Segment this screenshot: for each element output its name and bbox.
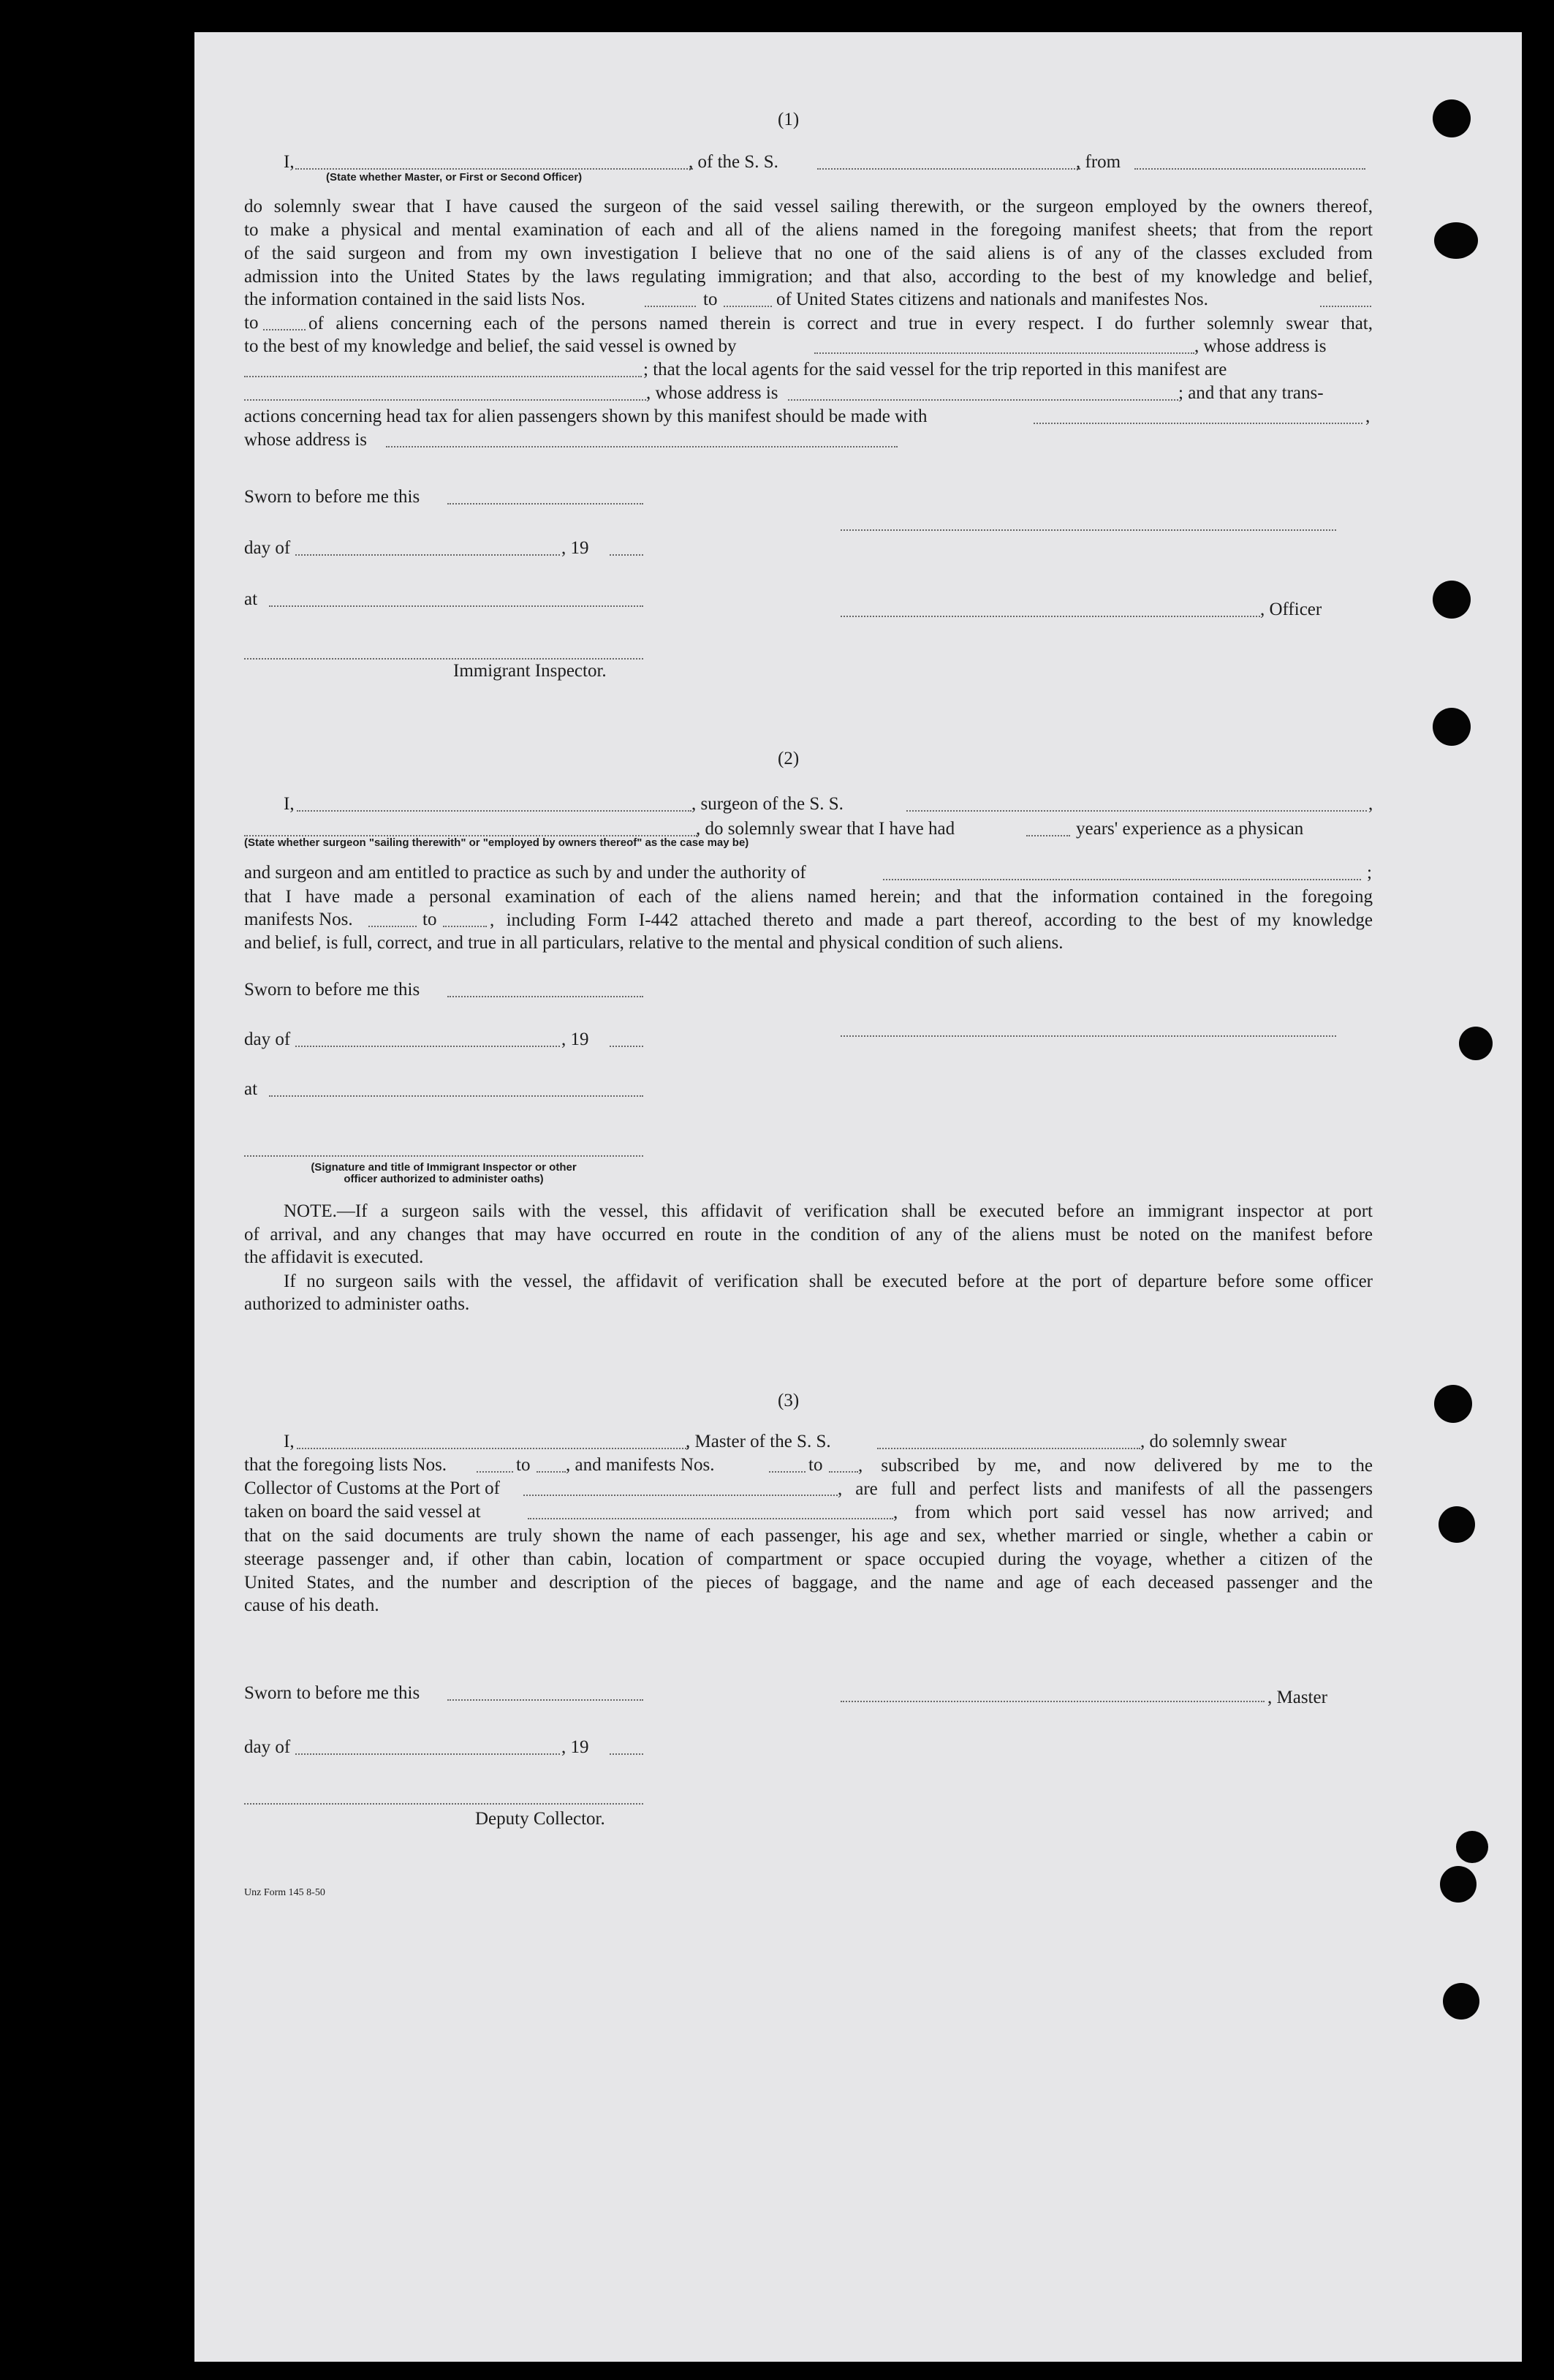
s2-year-prefix: , 19 (561, 1030, 589, 1049)
s1-head-tax-comma: , (1365, 407, 1371, 426)
s1-inspector-label: Immigrant Inspector. (453, 661, 607, 681)
s3-lists-to-field[interactable] (537, 1471, 566, 1473)
s3-to-text-1: to (516, 1455, 531, 1475)
s2-authority-semicolon: ; (1367, 863, 1372, 883)
s2-authority-text: and surgeon and am entitled to practice as such by and under the authority of (244, 863, 806, 883)
s1-agents-address-field[interactable] (788, 399, 1178, 401)
s2-year-field[interactable] (610, 1046, 643, 1047)
s2-note-line-3: the affidavit is executed. (244, 1247, 424, 1267)
s3-year-field[interactable] (610, 1753, 643, 1755)
s3-manifests-from-field[interactable] (769, 1471, 806, 1473)
s3-do-swear-text: , do solemnly swear (1140, 1432, 1286, 1451)
s3-collector-text: Collector of Customs at the Port of (244, 1478, 500, 1498)
s2-sworn-day-field[interactable] (447, 996, 643, 997)
s2-i-label: I, (284, 794, 295, 814)
s1-sworn-text: Sworn to before me this (244, 487, 420, 507)
s3-body-line-4: that on the said documents are truly shown the name of each passenger, his age and sex, whether married or single, whether a cabin or (244, 1526, 1373, 1546)
s1-year-field[interactable] (610, 554, 643, 556)
s1-from-port-field[interactable] (1134, 168, 1365, 170)
s2-role-caption: (State whether surgeon "sailing therewith" or "employed by owners thereof" as the case may be) (244, 836, 749, 849)
s1-year-prefix: , 19 (561, 538, 589, 558)
s3-deputy-label: Deputy Collector. (475, 1809, 605, 1829)
s2-surgeon-name-field[interactable] (297, 810, 691, 812)
s3-lists-nos-text: that the foregoing lists Nos. (244, 1455, 447, 1475)
s1-manifests-field[interactable] (1320, 306, 1371, 307)
s1-agents-address-label: , whose address is (646, 383, 778, 403)
s1-at-field[interactable] (269, 605, 643, 607)
s3-master-signature-field[interactable] (841, 1701, 1265, 1702)
s1-owner-address-field[interactable] (244, 376, 642, 377)
s2-body-line-4: and belief, is full, correct, and true in all particulars, relative to the mental and physical condition of such aliens. (244, 933, 1064, 953)
s2-manifests-to-field[interactable] (443, 926, 487, 927)
s3-collector-signature-field[interactable] (244, 1803, 643, 1805)
s1-sworn-day-field[interactable] (447, 503, 643, 505)
s2-vessel-field[interactable] (906, 810, 1367, 812)
s3-body-line-7: cause of his death. (244, 1595, 379, 1615)
punch-hole (1439, 1506, 1475, 1543)
s1-body-line-1: do solemnly swear that I have caused the surgeon of the said vessel sailing therewith, or the surgeon employed by the owners thereof, (244, 197, 1373, 216)
s3-master-label: , Master (1267, 1688, 1327, 1707)
s1-officer-name-field[interactable] (295, 168, 693, 170)
s1-body-line-6: of aliens concerning each of the persons named therein is correct and true in every respect. I do further solemnly swear that, (308, 314, 1373, 333)
punch-hole (1433, 708, 1471, 746)
s2-day-of-text: day of (244, 1030, 291, 1049)
s1-i-label: I, (284, 152, 295, 172)
s2-sworn-text: Sworn to before me this (244, 980, 420, 1000)
s2-do-swear-text: , do solemnly swear that I have had (696, 819, 955, 839)
s1-officer-label: , Officer (1260, 600, 1322, 619)
s1-lists-from-field[interactable] (645, 306, 696, 307)
punch-hole (1456, 1831, 1488, 1863)
punch-hole (1459, 1027, 1493, 1060)
s1-head-tax-text: actions concerning head tax for alien passengers shown by this manifest should be made with (244, 407, 928, 426)
s1-officer-caption: (State whether Master, or First or Second Officer) (326, 171, 583, 184)
s2-at-field[interactable] (269, 1095, 643, 1097)
punch-hole (1433, 99, 1471, 137)
s2-manifests-from-field[interactable] (368, 926, 417, 927)
s2-vessel-comma: , (1368, 794, 1373, 814)
s3-arrived-text: , from which port said vessel has now arrived; and (893, 1503, 1373, 1522)
s1-manifests-to-field[interactable] (263, 329, 306, 330)
s1-to-prefix: to (244, 313, 259, 333)
s3-day-of-text: day of (244, 1737, 291, 1757)
s1-trans-text: ; and that any trans- (1178, 383, 1324, 403)
punch-hole (1433, 581, 1471, 619)
section-3-number: (3) (778, 1391, 800, 1410)
s1-from-label: , from (1076, 152, 1121, 172)
s1-body-line-4: admission into the United States by the laws regulating immigration; and that also, according to the best of my knowledge and belief, (244, 267, 1373, 287)
manifest-affidavit-page (194, 32, 1522, 2362)
s3-port-field[interactable] (523, 1495, 838, 1496)
punch-hole (1440, 1866, 1477, 1903)
s1-owner-field[interactable] (814, 352, 1194, 354)
s1-officer-signature-line-1[interactable] (841, 529, 1336, 531)
s2-manifests-nos-text: manifests Nos. (244, 910, 353, 929)
s1-month-field[interactable] (295, 554, 560, 556)
s3-departure-port-field[interactable] (528, 1518, 893, 1519)
punch-hole (1434, 222, 1478, 259)
s2-surgeon-of-label: , surgeon of the S. S. (691, 794, 844, 814)
s1-head-tax-address-label: whose address is (244, 430, 368, 450)
s1-lists-to-field[interactable] (724, 306, 772, 307)
punch-hole (1434, 1385, 1472, 1423)
s3-year-prefix: , 19 (561, 1737, 589, 1757)
s2-note-line-2: of arrival, and any changes that may have occurred en route in the condition of any of the aliens must be noted on the manifest before (244, 1225, 1373, 1244)
s3-body-line-6: United States, and the number and description of the pieces of baggage, and the name and age of each deceased passenger and the (244, 1573, 1373, 1593)
s3-body-line-5: steerage passenger and, if other than cabin, location of compartment or space occupied during the voyage, whether a citizen of the (244, 1549, 1373, 1569)
s2-years-field[interactable] (1026, 835, 1070, 836)
s3-taken-on-board-text: taken on board the said vessel at (244, 1502, 481, 1522)
punch-hole (1443, 1983, 1479, 2020)
form-number: Unz Form 145 8-50 (244, 1887, 325, 1898)
s3-full-lists-text: , are full and perfect lists and manifests of all the passengers (838, 1479, 1373, 1499)
s2-note2-line-2: authorized to administer oaths. (244, 1294, 470, 1314)
s1-head-tax-field[interactable] (1034, 423, 1362, 424)
s3-vessel-field[interactable] (877, 1448, 1140, 1449)
s1-head-tax-address-field[interactable] (386, 446, 898, 447)
s2-signature-caption-2: officer authorized to administer oaths) (344, 1173, 544, 1185)
s1-lists-nos-text: the information contained in the said lists Nos. (244, 290, 585, 309)
s1-agents-field[interactable] (244, 399, 646, 401)
s2-at-text: at (244, 1079, 258, 1099)
s1-vessel-name-field[interactable] (817, 168, 1080, 170)
s2-note-line-1: NOTE.—If a surgeon sails with the vessel, this affidavit of verification shall be executed before an immigrant inspector at port (284, 1201, 1373, 1221)
s1-owner-address-label: , whose address is (1194, 336, 1327, 356)
s1-body-line-2: to make a physical and mental examination of each and all of the aliens named in the foregoing manifest sheets; that from the report (244, 220, 1373, 240)
s3-month-field[interactable] (295, 1753, 560, 1755)
s1-citizens-text: of United States citizens and nationals and manifestes Nos. (776, 290, 1208, 309)
s2-signature-caption-1: (Signature and title of Immigrant Inspector or other (311, 1161, 577, 1174)
s1-to-text: to (703, 290, 718, 309)
s2-authority-field[interactable] (883, 879, 1361, 880)
s1-body-line-3: of the said surgeon and from my own investigation I believe that no one of the said aliens is of any of the classes excluded from (244, 243, 1373, 263)
s3-manifests-nos-text: , and manifests Nos. (566, 1455, 715, 1475)
s2-surgeon-signature-field[interactable] (841, 1035, 1336, 1037)
s3-subscribed-text: , subscribed by me, and now delivered by me to the (858, 1456, 1373, 1476)
s2-month-field[interactable] (295, 1046, 560, 1047)
s3-lists-from-field[interactable] (477, 1471, 513, 1473)
s1-day-of-text: day of (244, 538, 291, 558)
s2-to-text: to (422, 910, 437, 929)
s3-to-text-2: to (808, 1455, 823, 1475)
s2-years-exp-text: years' experience as a physican (1076, 819, 1304, 839)
s1-owned-by-text: to the best of my knowledge and belief, the said vessel is owned by (244, 336, 737, 356)
s3-manifests-to-field[interactable] (829, 1471, 858, 1473)
s1-officer-signature-field[interactable] (841, 616, 1260, 617)
s3-master-of-label: , Master of the S. S. (686, 1432, 831, 1451)
s2-body-line-3: , including Form I-442 attached thereto and made a part thereof, according to the best of my knowledge (490, 910, 1373, 930)
s2-inspector-signature-field[interactable] (244, 1155, 643, 1157)
s1-of-ss-label: , of the S. S. (689, 152, 778, 172)
section-2-number: (2) (778, 749, 800, 768)
section-1-number: (1) (778, 110, 800, 129)
s2-note2-line-1: If no surgeon sails with the vessel, the affidavit of verification shall be executed before at the port of departure before some officer (284, 1272, 1373, 1291)
s3-master-name-field[interactable] (297, 1448, 689, 1449)
s3-sworn-day-field[interactable] (447, 1699, 643, 1701)
s3-sworn-text: Sworn to before me this (244, 1683, 420, 1703)
s1-local-agents-text: ; that the local agents for the said vessel for the trip reported in this manifest are (643, 360, 1227, 379)
s2-body-line-2: that I have made a personal examination of each of the aliens named herein; and that the information contained in the foregoing (244, 887, 1373, 907)
s1-at-text: at (244, 589, 258, 609)
s3-i-label: I, (284, 1432, 295, 1451)
